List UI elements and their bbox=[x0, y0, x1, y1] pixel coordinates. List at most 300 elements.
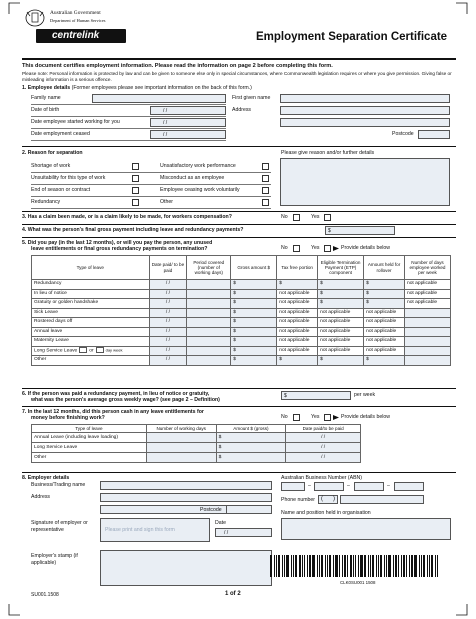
leave-type-cell: Other bbox=[32, 356, 150, 366]
employer-postcode-label: Postcode bbox=[200, 507, 222, 513]
barcode-bar bbox=[276, 555, 277, 577]
started-field[interactable]: / / bbox=[150, 118, 226, 127]
q6-per-week-label: per week bbox=[354, 392, 376, 398]
footer-page: 1 of 2 bbox=[225, 591, 241, 597]
col-rollover: Amount held for rollover bbox=[364, 256, 405, 280]
leave-date-cell[interactable]: / / bbox=[149, 299, 187, 309]
dept-name: Department of Human Services bbox=[50, 18, 106, 23]
q6-wage-field[interactable]: $ bbox=[281, 391, 351, 400]
q2-divider-2 bbox=[31, 184, 271, 185]
gov-name: Australian Government bbox=[50, 10, 101, 16]
cashed-days-cell[interactable] bbox=[146, 453, 216, 463]
col-etp: Eligible Termination Payment (ETP) component bbox=[318, 256, 364, 280]
section-rule-5 bbox=[22, 388, 456, 389]
abn-part-1[interactable] bbox=[281, 482, 305, 491]
barcode-bar bbox=[270, 555, 272, 577]
leave-etp-cell[interactable]: $ bbox=[318, 280, 364, 290]
q3-no-checkbox[interactable] bbox=[293, 214, 300, 221]
leave-gross-cell[interactable]: $ bbox=[231, 318, 277, 328]
barcode-bar bbox=[355, 555, 356, 577]
leave-date-cell[interactable]: / / bbox=[149, 337, 187, 347]
leave-row bbox=[32, 337, 451, 347]
barcode-bar bbox=[295, 555, 297, 577]
lsl-or-text: or bbox=[89, 348, 94, 354]
leave-tax-free-cell[interactable]: not applicable bbox=[277, 318, 318, 328]
reason-other-checkbox[interactable] bbox=[262, 199, 269, 206]
leave-rollover-cell[interactable]: not applicable bbox=[364, 308, 405, 318]
leave-row bbox=[32, 299, 451, 309]
barcode-bar bbox=[307, 555, 308, 577]
q6-question-line-1: 6. If the person was paid a redundancy payment, in lieu of notice or gratuity, bbox=[22, 391, 210, 397]
started-label: Date employee started working for you bbox=[31, 119, 120, 125]
leave-rollover-cell[interactable]: $ bbox=[364, 356, 405, 366]
leave-days-cell[interactable] bbox=[404, 318, 450, 328]
barcode-bar bbox=[325, 555, 326, 577]
leave-row bbox=[32, 318, 451, 328]
q6-question-line-2: what was the person's average gross weekly wage? (see page 2 – Definition) bbox=[31, 397, 220, 403]
barcode-bar bbox=[335, 555, 338, 577]
cashed-amount-cell[interactable]: $ bbox=[216, 443, 286, 453]
leave-gross-cell[interactable]: $ bbox=[231, 280, 277, 290]
crop-mark-top-right bbox=[456, 2, 468, 14]
q2-details-field[interactable] bbox=[280, 158, 450, 206]
q5-no-checkbox[interactable] bbox=[293, 245, 300, 252]
q4-question: 4. What was the person's final gross payment including leave and redundancy payments? bbox=[22, 227, 244, 233]
leave-period-cell[interactable] bbox=[187, 337, 231, 347]
barcode-bar bbox=[419, 555, 420, 577]
reason-other-label: Other bbox=[160, 199, 173, 205]
abn-part-4[interactable] bbox=[394, 482, 424, 491]
barcode-bar bbox=[339, 555, 340, 577]
barcode-bar bbox=[395, 555, 397, 577]
leave-tax-free-cell[interactable]: $ bbox=[277, 280, 318, 290]
reason-performance-label: Unsatisfactory work performance bbox=[160, 163, 236, 169]
q2-heading: 2. Reason for separation bbox=[22, 150, 83, 156]
leave-period-cell[interactable] bbox=[187, 346, 231, 356]
barcode-bar bbox=[309, 555, 311, 577]
leave-rollover-cell[interactable]: $ bbox=[364, 280, 405, 290]
q7-question-line-2: money before finishing work? bbox=[31, 415, 105, 421]
q5-question-line-1: 5. Did you pay (in the last 12 months), or will you pay the person, any unused bbox=[22, 240, 213, 246]
cashed-date-cell[interactable]: / / bbox=[286, 443, 361, 453]
intro-line: This document certifies employment information. Please read the information on page 2 before completing this form. bbox=[22, 63, 333, 69]
leave-gross-cell[interactable]: $ bbox=[231, 308, 277, 318]
leave-rollover-cell[interactable]: $ bbox=[364, 299, 405, 309]
q8-heading: 8. Employer details bbox=[22, 475, 70, 481]
address-field-1[interactable] bbox=[280, 106, 450, 115]
cashed-leave-row bbox=[32, 453, 361, 463]
q5-yes-checkbox[interactable] bbox=[324, 245, 331, 252]
barcode-bar bbox=[358, 555, 359, 577]
q7-question-line-1: 7. In the last 12 months, did this person cash in any leave entitlements for bbox=[22, 409, 204, 415]
leave-tax-free-cell[interactable]: not applicable bbox=[277, 337, 318, 347]
crop-mark-bottom-left bbox=[8, 604, 20, 616]
barcode-bar bbox=[421, 555, 422, 577]
q1-divider-1 bbox=[31, 104, 226, 105]
first-name-label: First given name bbox=[232, 95, 271, 101]
barcode-bar bbox=[411, 555, 413, 577]
q7-no-label: No bbox=[281, 414, 288, 420]
barcode-bar bbox=[274, 555, 275, 577]
leave-etp-cell[interactable]: $ bbox=[318, 299, 364, 309]
leave-tax-free-cell[interactable]: not applicable bbox=[277, 308, 318, 318]
leave-rollover-cell[interactable]: not applicable bbox=[364, 337, 405, 347]
leave-type-cell: Maternity Leave bbox=[32, 337, 150, 347]
lsl-days-box[interactable] bbox=[96, 347, 104, 353]
q2-right-label: Please give reason and/or further details bbox=[281, 150, 375, 156]
signature-placeholder: Please print and sign this form bbox=[105, 527, 175, 533]
coat-of-arms-icon bbox=[24, 8, 46, 28]
leave-type-cell: In lieu of notice bbox=[32, 289, 150, 299]
privacy-note: Please note: Personal information is protected by law and can be given to someone else only in special circumstances, where Commonwealth legislation requires or where you give permission. Giving false or misleading information is a serious offence. bbox=[22, 71, 452, 82]
q2-divider-1 bbox=[31, 172, 271, 173]
q2-divider-4 bbox=[31, 208, 271, 209]
cashed-leave-table bbox=[31, 424, 361, 463]
reason-performance-checkbox[interactable] bbox=[262, 163, 269, 170]
cashed-amount-cell[interactable]: $ bbox=[216, 453, 286, 463]
barcode-bar bbox=[293, 555, 294, 577]
lsl-weeks-box[interactable] bbox=[79, 347, 87, 353]
address-field-2[interactable] bbox=[280, 118, 450, 127]
barcode-bar bbox=[291, 555, 292, 577]
lsl-dayweek-text: day week bbox=[105, 347, 123, 353]
barcode-bar bbox=[388, 555, 391, 577]
barcode-bar bbox=[427, 555, 428, 577]
section-rule-7 bbox=[22, 472, 456, 473]
employer-postcode-field[interactable] bbox=[226, 505, 272, 514]
footer-code: SU001.1508 bbox=[31, 592, 59, 598]
leave-gross-cell[interactable]: $ bbox=[231, 299, 277, 309]
phone-number-field[interactable] bbox=[340, 495, 424, 504]
reason-voluntary-label: Employee ceasing work voluntarily bbox=[160, 187, 240, 193]
cashed-col-amount: Amount $ (gross) bbox=[216, 425, 286, 433]
form-title: Employment Separation Certificate bbox=[256, 31, 448, 43]
barcode-bar bbox=[333, 555, 334, 577]
barcode-bar bbox=[393, 555, 394, 577]
barcode-bar bbox=[384, 555, 385, 577]
reason-shortage-label: Shortage of work bbox=[31, 163, 71, 169]
leave-days-cell[interactable] bbox=[404, 337, 450, 347]
leave-etp-cell[interactable]: not applicable bbox=[318, 346, 364, 356]
cashed-date-cell[interactable]: / / bbox=[286, 433, 361, 443]
q7-provide-label: Provide details below bbox=[341, 414, 391, 420]
q4-amount-field[interactable]: $ bbox=[325, 226, 395, 235]
leave-rollover-cell[interactable]: not applicable bbox=[364, 346, 405, 356]
col-period-covered: Period covered (number of working days) bbox=[187, 256, 231, 280]
cashed-col-date: Date paid/to be paid bbox=[286, 425, 361, 433]
arrow-right-icon-q7 bbox=[333, 414, 340, 421]
leave-days-cell[interactable]: not applicable bbox=[404, 299, 450, 309]
leave-period-cell[interactable] bbox=[187, 356, 231, 366]
reason-unsuitability-checkbox[interactable] bbox=[132, 175, 139, 182]
leave-row bbox=[32, 289, 451, 299]
signature-label: Signature of employer or representative bbox=[31, 520, 88, 533]
government-logo bbox=[24, 8, 134, 46]
barcode-bar bbox=[304, 555, 305, 577]
employer-address-label: Address bbox=[31, 494, 51, 500]
q5-question-line-2: leave entitlements or final gross redundancy payments on termination? bbox=[31, 246, 208, 252]
cashed-date-cell[interactable]: / / bbox=[286, 453, 361, 463]
leave-period-cell[interactable] bbox=[187, 308, 231, 318]
cashed-type-cell: Long Service Leave bbox=[32, 443, 147, 453]
crop-mark-bottom-right bbox=[456, 604, 468, 616]
cashed-type-cell: Annual Leave (including leave loading) bbox=[32, 433, 147, 443]
leave-days-cell[interactable] bbox=[404, 356, 450, 366]
barcode-bar bbox=[435, 555, 436, 577]
q5-yes-label: Yes bbox=[311, 245, 320, 251]
address-label: Address bbox=[232, 107, 252, 113]
reason-end-season-checkbox[interactable] bbox=[132, 187, 139, 194]
leave-period-cell[interactable] bbox=[187, 299, 231, 309]
barcode-bar bbox=[429, 555, 430, 577]
cashed-col-days: Number of working days bbox=[146, 425, 216, 433]
barcode-caption: CLK0SU001 1508 bbox=[340, 580, 376, 585]
leave-row bbox=[32, 346, 451, 356]
leave-gross-cell[interactable]: $ bbox=[231, 337, 277, 347]
q1-heading: 1. Employee details (Former employees please see important information on the back of this form.) bbox=[22, 85, 252, 91]
leave-tax-free-cell[interactable]: not applicable bbox=[277, 289, 318, 299]
barcode-bar bbox=[406, 555, 407, 577]
cashed-amount-cell[interactable]: $ bbox=[216, 433, 286, 443]
q1-divider-4 bbox=[31, 140, 226, 141]
barcode-bar bbox=[423, 555, 425, 577]
barcode-bar bbox=[431, 555, 433, 577]
centrelink-wordmark: centrelink bbox=[52, 30, 100, 41]
cashed-col-type: Type of leave bbox=[32, 425, 147, 433]
stamp-field[interactable] bbox=[100, 550, 272, 586]
cashed-table-header-row bbox=[32, 425, 361, 433]
leave-date-cell[interactable]: / / bbox=[149, 327, 187, 337]
family-name-label: Family name bbox=[31, 95, 61, 101]
barcode-bar bbox=[386, 555, 387, 577]
q3-yes-label: Yes bbox=[311, 214, 320, 220]
leave-date-cell[interactable]: / / bbox=[149, 289, 187, 299]
phone-paren-close: ) bbox=[333, 496, 335, 502]
business-name-field[interactable] bbox=[100, 481, 272, 490]
leave-type-cell: Rostered days off bbox=[32, 318, 150, 328]
cashed-days-cell[interactable] bbox=[146, 433, 216, 443]
centrelink-brand bbox=[36, 29, 126, 43]
cashed-days-cell[interactable] bbox=[146, 443, 216, 453]
q7-yes-checkbox[interactable] bbox=[324, 414, 331, 421]
reason-misconduct-checkbox[interactable] bbox=[262, 175, 269, 182]
reason-redundancy-label: Redundancy bbox=[31, 199, 61, 205]
barcode-bar bbox=[437, 555, 438, 577]
leave-date-cell[interactable]: / / bbox=[149, 318, 187, 328]
leave-days-cell[interactable] bbox=[404, 308, 450, 318]
leave-etp-cell[interactable]: not applicable bbox=[318, 308, 364, 318]
barcode-bar bbox=[329, 555, 331, 577]
leave-period-cell[interactable] bbox=[187, 289, 231, 299]
leave-days-cell[interactable]: not applicable bbox=[404, 280, 450, 290]
q5-provide-label: Provide details below bbox=[341, 245, 391, 251]
ceased-field[interactable]: / / bbox=[150, 130, 226, 139]
barcode-bar bbox=[286, 555, 289, 577]
leave-gross-cell[interactable]: $ bbox=[231, 289, 277, 299]
barcode-bar bbox=[278, 555, 280, 577]
q2-divider-3 bbox=[31, 196, 271, 197]
reason-shortage-checkbox[interactable] bbox=[132, 163, 139, 170]
dob-label: Date of birth bbox=[31, 107, 60, 113]
arrow-right-icon bbox=[333, 245, 340, 252]
header-rule bbox=[22, 58, 456, 60]
leave-rollover-cell[interactable]: not applicable bbox=[364, 327, 405, 337]
q5-no-label: No bbox=[281, 245, 288, 251]
barcode-bar bbox=[317, 555, 318, 577]
leave-date-cell[interactable]: / / bbox=[149, 346, 187, 356]
leave-date-cell[interactable]: / / bbox=[149, 308, 187, 318]
col-date-paid: Date paid/ to be paid bbox=[149, 256, 187, 280]
abn-label: Australian Business Number (ABN) bbox=[281, 475, 363, 481]
reason-voluntary-checkbox[interactable] bbox=[262, 187, 269, 194]
leave-days-cell[interactable] bbox=[404, 346, 450, 356]
leave-period-cell[interactable] bbox=[187, 327, 231, 337]
q3-yes-checkbox[interactable] bbox=[324, 214, 331, 221]
reason-end-season-label: End of season or contract bbox=[31, 187, 91, 193]
leave-payments-table bbox=[31, 255, 451, 366]
leave-tax-free-cell[interactable]: not applicable bbox=[277, 327, 318, 337]
barcode-bar bbox=[360, 555, 363, 577]
leave-type-cell: Sick Leave bbox=[32, 308, 150, 318]
section-rule-4 bbox=[22, 237, 456, 238]
phone-label: Phone number bbox=[281, 497, 316, 503]
barcode-bar bbox=[302, 555, 303, 577]
barcode-bar bbox=[372, 555, 374, 577]
barcode-bar bbox=[378, 555, 379, 577]
section-rule-6 bbox=[22, 406, 456, 407]
sign-date-label: Date bbox=[215, 520, 226, 526]
leave-date-cell[interactable]: / / bbox=[149, 280, 187, 290]
q1-divider-3 bbox=[31, 128, 226, 129]
col-type-of-leave: Type of leave bbox=[32, 256, 150, 280]
q3-no-label: No bbox=[281, 214, 288, 220]
leave-etp-cell[interactable]: not applicable bbox=[318, 318, 364, 328]
cashed-leave-row bbox=[32, 433, 361, 443]
leave-period-cell[interactable] bbox=[187, 318, 231, 328]
sign-date-field[interactable]: / / bbox=[215, 528, 272, 537]
leave-rollover-cell[interactable]: $ bbox=[364, 289, 405, 299]
cashed-leave-row bbox=[32, 443, 361, 453]
leave-row bbox=[32, 356, 451, 366]
leave-days-cell[interactable] bbox=[404, 327, 450, 337]
barcode-bar bbox=[282, 555, 283, 577]
section-rule-3 bbox=[22, 224, 456, 225]
leave-days-cell[interactable]: not applicable bbox=[404, 289, 450, 299]
col-gross-amount: Gross amount $ bbox=[231, 256, 277, 280]
barcode-bar bbox=[312, 555, 315, 577]
leave-type-cell bbox=[32, 346, 150, 356]
signature-field[interactable] bbox=[100, 518, 210, 542]
leave-type-cell: Annual leave bbox=[32, 327, 150, 337]
abn-dash-2: – bbox=[347, 483, 350, 489]
abn-dash-1: – bbox=[308, 483, 311, 489]
position-label: Name and position held in organisation bbox=[281, 510, 371, 516]
abn-part-3[interactable] bbox=[354, 482, 384, 491]
leave-tax-free-cell[interactable]: not applicable bbox=[277, 346, 318, 356]
leave-row bbox=[32, 308, 451, 318]
reason-unsuitability-label: Unsuitability for this type of work bbox=[31, 175, 106, 181]
barcode-bar bbox=[403, 555, 405, 577]
barcode-bar bbox=[299, 555, 301, 577]
q7-no-checkbox[interactable] bbox=[293, 414, 300, 421]
phone-paren: ( bbox=[321, 496, 323, 502]
barcode-bar bbox=[284, 555, 285, 577]
col-days-per-week: Number of days employee worked per week bbox=[404, 256, 450, 280]
col-tax-free: Tax free portion bbox=[277, 256, 318, 280]
barcode-bar bbox=[347, 555, 348, 577]
barcode-bar bbox=[409, 555, 410, 577]
abn-part-2[interactable] bbox=[314, 482, 344, 491]
cashed-type-cell: Other bbox=[32, 453, 147, 463]
leave-etp-cell[interactable]: not applicable bbox=[318, 337, 364, 347]
barcode-bar bbox=[398, 555, 399, 577]
barcode-bar bbox=[344, 555, 346, 577]
q1-divider-2 bbox=[31, 116, 226, 117]
leave-type-text: Long Service Leave bbox=[34, 348, 78, 354]
barcode-bar bbox=[350, 555, 352, 577]
abn-dash-3: – bbox=[387, 483, 390, 489]
leave-etp-cell[interactable]: $ bbox=[318, 289, 364, 299]
barcode-bar bbox=[370, 555, 371, 577]
leave-period-cell[interactable] bbox=[187, 280, 231, 290]
reason-misconduct-label: Misconduct as an employee bbox=[160, 175, 225, 181]
leave-gross-cell[interactable]: $ bbox=[231, 356, 277, 366]
first-name-field[interactable] bbox=[280, 94, 450, 103]
leave-type-cell: Redundancy bbox=[32, 280, 150, 290]
crop-mark-top-left bbox=[8, 2, 20, 14]
business-name-label: Business/Trading name bbox=[31, 482, 86, 488]
barcode-bar bbox=[380, 555, 382, 577]
barcode-bar bbox=[368, 555, 369, 577]
leave-etp-cell[interactable]: $ bbox=[318, 356, 364, 366]
barcode-bar bbox=[319, 555, 320, 577]
leave-type-cell: Gratuity or golden handshake bbox=[32, 299, 150, 309]
barcode-bar bbox=[376, 555, 377, 577]
barcode-bar bbox=[342, 555, 343, 577]
leave-row bbox=[32, 280, 451, 290]
leave-table-header-row bbox=[32, 256, 451, 280]
stamp-label: Employer's stamp (if applicable) bbox=[31, 553, 78, 566]
reason-redundancy-checkbox[interactable] bbox=[132, 199, 139, 206]
barcode-bar bbox=[401, 555, 402, 577]
section-rule-2 bbox=[22, 211, 456, 212]
leave-rollover-cell[interactable]: not applicable bbox=[364, 318, 405, 328]
barcode-bar bbox=[414, 555, 417, 577]
family-name-field[interactable] bbox=[92, 94, 226, 103]
barcode-bar bbox=[353, 555, 354, 577]
ceased-label: Date employment ceased bbox=[31, 131, 90, 137]
leave-tax-free-cell[interactable]: $ bbox=[277, 356, 318, 366]
phone-area-field[interactable] bbox=[318, 495, 338, 504]
barcode-bar bbox=[327, 555, 328, 577]
postcode-label: Postcode bbox=[392, 131, 414, 137]
q7-yes-label: Yes bbox=[311, 414, 320, 420]
barcode-bar bbox=[364, 555, 366, 577]
employer-address-field-1[interactable] bbox=[100, 493, 272, 502]
q3-question: 3. Has a claim been made, or is a claim likely to be made, for workers compensation? bbox=[22, 214, 232, 220]
leave-date-cell[interactable]: / / bbox=[149, 356, 187, 366]
postcode-field[interactable] bbox=[418, 130, 450, 139]
dob-field[interactable]: / / bbox=[150, 106, 226, 115]
leave-gross-cell[interactable]: $ bbox=[231, 327, 277, 337]
section-rule-1 bbox=[22, 146, 456, 147]
leave-gross-cell[interactable]: $ bbox=[231, 346, 277, 356]
position-field[interactable] bbox=[281, 518, 451, 540]
leave-row bbox=[32, 327, 451, 337]
leave-tax-free-cell[interactable]: not applicable bbox=[277, 299, 318, 309]
form-barcode bbox=[270, 555, 455, 577]
leave-etp-cell[interactable]: not applicable bbox=[318, 327, 364, 337]
